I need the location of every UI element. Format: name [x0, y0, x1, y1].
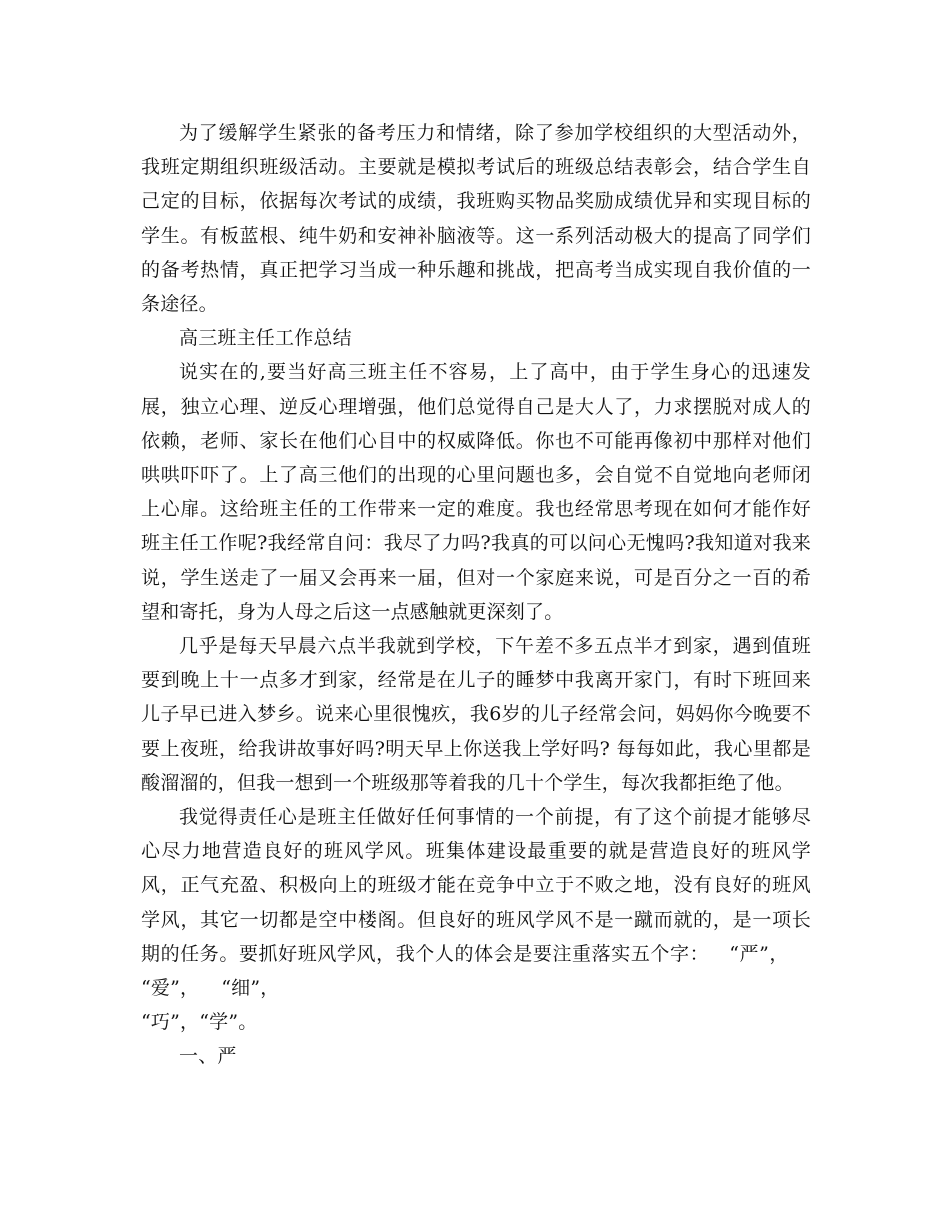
keyword-love: “爱”，: [141, 977, 200, 1000]
paragraph-difficulty: 说实在的,要当好高三班主任不容易，上了高中，由于学生身心的迅速发展，独立心理、逆反心理增强，他们总觉得自己是大人了，力求摆脱对成人的依赖，老师、家长在他们心目中的权威降低。你也不可能再像初中那样对他们哄哄吓吓了。上了高三他们的出现的心里问题也多，会自觉不自觉地向老师闭上心扉。这给班主任的工作带来一定的难度。我也经常思考现在如何才能作好班主任工作呢?我经常自问：我尽了力吗?我真的可以问心无愧吗?我知道对我来说，学生送走了一届又会再来一届，但对一个家庭来说，可是百分之一百的希望和寄托，身为人母之后这一点感触就更深刻了。: [141, 361, 811, 623]
paragraph-responsibility-text: 我觉得责任心是班主任做好任何事情的一个前提，有了这个前提才能够尽心尽力地营造良好的班风学风。班集体建设最重要的就是营造良好的班风学风，正气充盈、积极向上的班级才能在竞争中立于不败之地，没有良好的班风学风，其它一切都是空中楼阁。但良好的班风学风不是一蹴而就的，是一项长期的任务。要抓好班风学风，我个人的体会是要注重落实五个字：: [141, 806, 811, 965]
document-body: [141, 116, 811, 1074]
subsection-title-strict: 一、严: [179, 1045, 237, 1068]
keyword-careful: “细”，: [221, 977, 280, 1000]
paragraph-activities: 为了缓解学生紧张的备考压力和情绪，除了参加学校组织的大型活动外，我班定期组织班级活动。主要就是模拟考试后的班级总结表彰会，结合学生自己定的目标，依据每次考试的成绩，我班购买物品奖励成绩优异和实现目标的学生。有板蓝根、纯牛奶和安神补脑液等。这一系列活动极大的提高了同学们的备考热情，真正把学习当成一种乐趣和挑战，把高考当成实现自我价值的一条途径。: [141, 122, 811, 316]
section-title: 高三班主任工作总结: [179, 327, 352, 350]
keywords-continuation: “巧”，“学”。: [141, 1011, 258, 1034]
paragraph-responsibility: [141, 800, 811, 1005]
paragraph-daily-routine: 几乎是每天早晨六点半我就到学校，下午差不多五点半才到家，遇到值班要到晚上十一点多才到家，经常是在儿子的睡梦中我离开家门，有时下班回来儿子早已进入梦乡。说来心里很愧疚，我6岁的儿子经常会问，妈妈你今晚要不要上夜班，给我讲故事好吗?明天早上你送我上学好吗? 每每如此，我心里都是酸溜溜的，但我一想到一个班级那等着我的几十个学生，每次我都拒绝了他。: [141, 635, 811, 794]
keyword-strict: “严”，: [729, 942, 789, 965]
